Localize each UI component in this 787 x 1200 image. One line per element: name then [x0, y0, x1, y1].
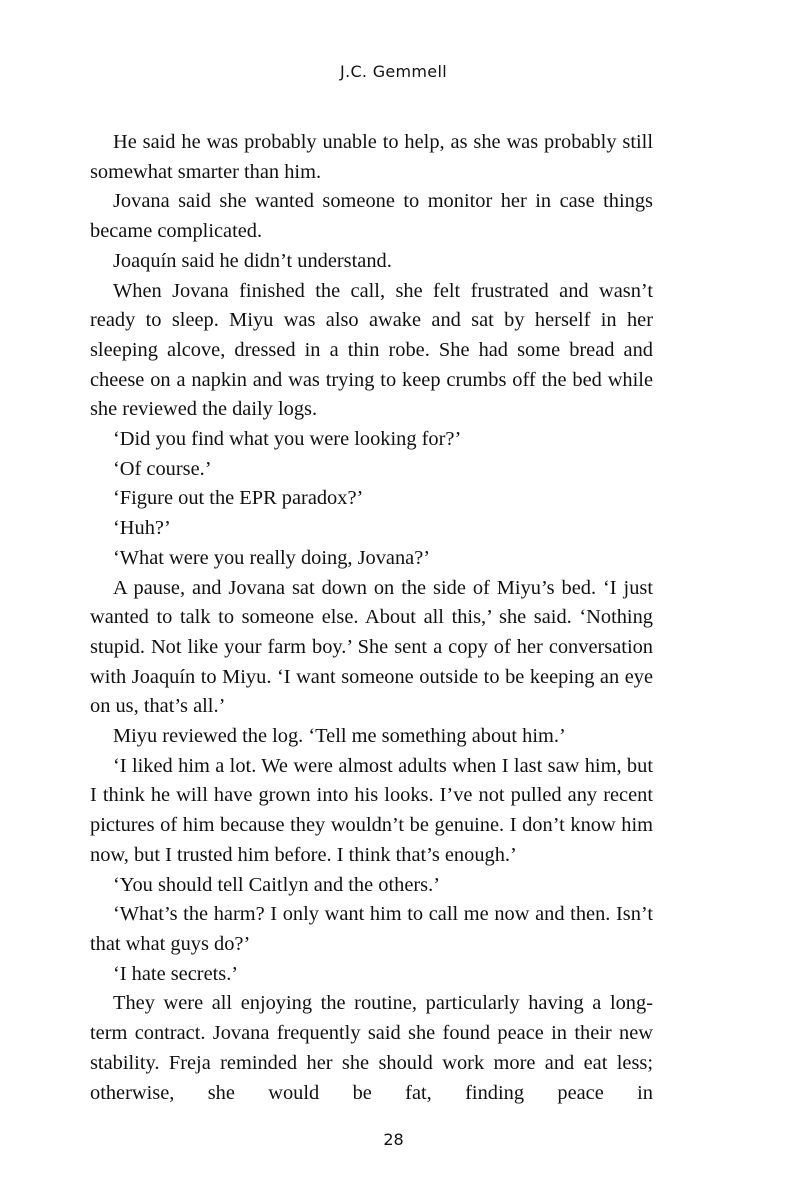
running-head: J.C. Gemmell — [340, 62, 447, 81]
page-number: 28 — [383, 1130, 404, 1149]
paragraph: Jovana said she wanted someone to monitor her in case things became complicated. — [90, 190, 653, 243]
paragraph: ‘Did you find what you were looking for?’ — [113, 428, 462, 451]
paragraph: He said he was probably unable to help, as she was probably still somewhat smarter than him. — [90, 131, 653, 183]
paragraph: They were all enjoying the routine, particularly having a long-term contract. Jovana frequently said she found peace in their new stability. Freja reminded her she should work more and eat less; otherwise, she would be fat, finding peace in — [90, 992, 653, 1104]
paragraph: ‘What were you really doing, Jovana?’ — [113, 546, 431, 569]
paragraph: Miyu reviewed the log. ‘Tell me something about him.’ — [113, 725, 566, 748]
paragraph: ‘I liked him a lot. We were almost adults when I last saw him, but I think he will have grown into his looks. I’ve not pulled any recent pictures of him because they wouldn’t be genuine. I don’t know him now, but I trusted him before. I think that’s enough.’ — [90, 754, 653, 866]
paragraph: ‘Of course.’ — [113, 457, 212, 480]
paragraph: ‘Huh?’ — [113, 517, 171, 540]
paragraph: ‘I hate secrets.’ — [113, 962, 239, 985]
paragraph: ‘What’s the harm? I only want him to call me now and then. Isn’t that what guys do?’ — [90, 903, 653, 955]
paragraph: When Jovana finished the call, she felt frustrated and wasn’t ready to sleep. Miyu was also awake and sat by herself in her sleeping alcove, dressed in a thin robe. She had some bread and cheese on a napkin and was trying to keep crumbs off the bed while she reviewed the daily logs. — [90, 279, 653, 421]
paragraph: ‘You should tell Caitlyn and the others.’ — [113, 873, 440, 896]
paragraph: Joaquín said he didn’t understand. — [113, 249, 392, 272]
paragraph: ‘Figure out the EPR paradox?’ — [113, 487, 364, 510]
paragraph: A pause, and Jovana sat down on the side of Miyu’s bed. ‘I just wanted to talk to someone else. About all this,’ she said. ‘Nothing stupid. Not like your farm boy.’ She sent a copy of her conversation with Joaquín to Miyu. ‘I want someone outside to be keeping an eye on us, that’s all.’ — [90, 576, 653, 718]
body-text — [90, 128, 653, 1108]
